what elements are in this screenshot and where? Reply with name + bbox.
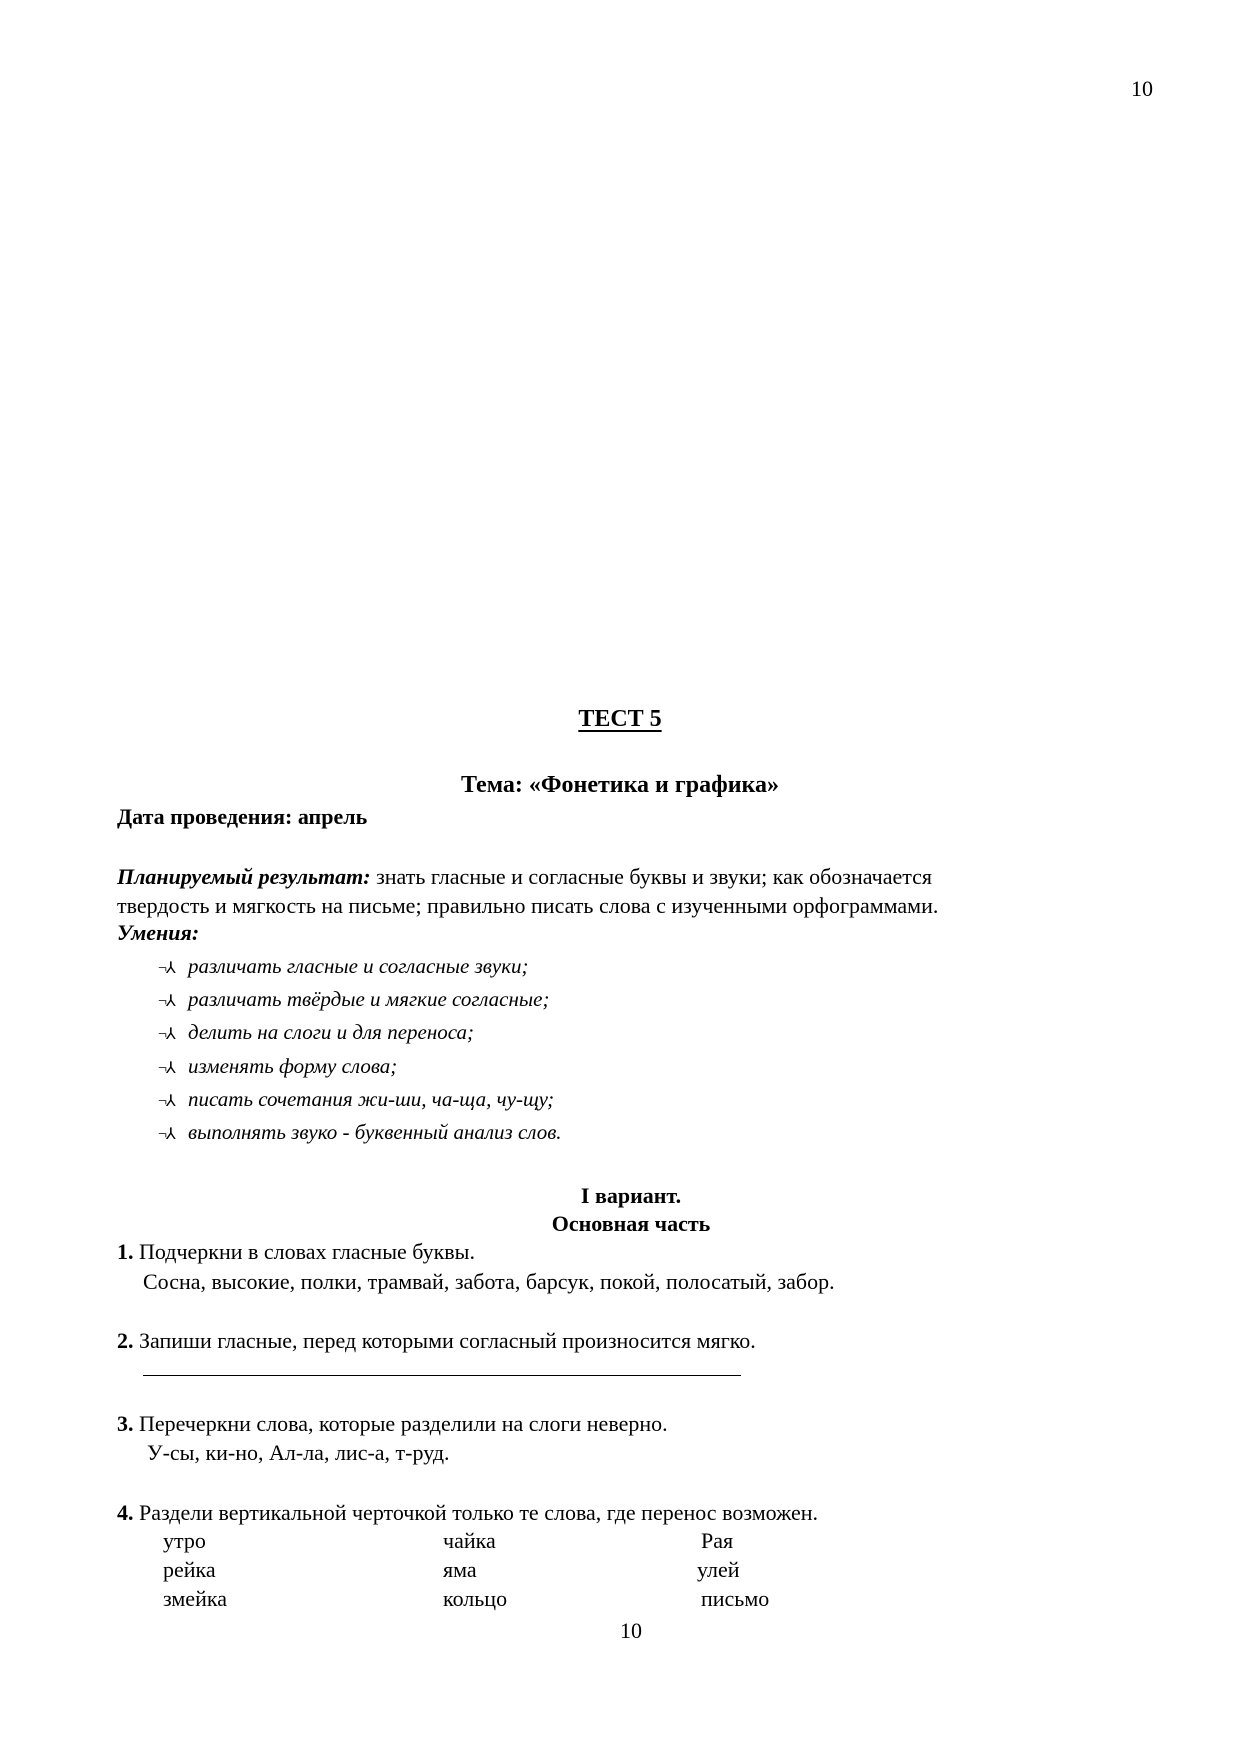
skill-item-text: писать сочетания жи-ши, ча-ща, чу-щу; [188, 1087, 555, 1111]
variant-title: I вариант. [580, 1183, 682, 1208]
word-cell: улей [697, 1557, 740, 1582]
answer-line[interactable] [143, 1375, 741, 1376]
skill-item-text: различать гласные и согласные звуки; [188, 954, 529, 978]
task-1-words: Сосна, высокие, полки, трамвай, забота, барсук, покой, полосатый, забор. [143, 1269, 835, 1294]
task-4-question [117, 1502, 818, 1524]
skill-item [158, 1022, 474, 1043]
skill-item [158, 1089, 554, 1110]
task-number: 2. [117, 1328, 134, 1353]
bullet-icon: ¬⅄ [158, 1093, 175, 1110]
task-1-question [117, 1241, 475, 1263]
task-3-question [117, 1413, 668, 1435]
skill-item-text: различать твёрдые и мягкие согласные; [188, 987, 550, 1011]
word-cell: Рая [701, 1528, 734, 1553]
task-text: Раздели вертикальной черточкой только те слова, где перенос возможен. [133, 1500, 819, 1525]
skill-item [158, 1122, 562, 1143]
page-number-bottom: 10 [620, 1618, 642, 1643]
word-cell: кольцо [443, 1586, 508, 1611]
word-cell: яма [443, 1557, 477, 1582]
task-text: Перечеркни слова, которые разделили на слоги неверно. [133, 1411, 668, 1436]
task-3-words: У-сы, ки-но, Ал-ла, лис-а, т-руд. [147, 1440, 450, 1465]
word-cell: рейка [163, 1557, 216, 1582]
task-number: 3. [117, 1411, 134, 1436]
variant-subtitle: Основная часть [551, 1211, 711, 1236]
skill-item [158, 989, 549, 1010]
task-2-question [117, 1330, 756, 1352]
skill-item-text: делить на слоги и для переноса; [188, 1020, 475, 1044]
bullet-icon: ¬⅄ [158, 960, 175, 977]
word-cell: чайка [443, 1528, 496, 1553]
test-title: ТЕСТ 5 [578, 706, 662, 732]
planned-result-label: Планируемый результат: [117, 864, 371, 889]
skill-item [158, 1056, 397, 1077]
planned-result-text-1: знать гласные и согласные буквы и звуки; как обозначается [370, 864, 933, 889]
skill-item-text: изменять форму слова; [188, 1054, 398, 1078]
planned-result-line-2: твердость и мягкость на письме; правильно писать слова с изученными орфограммами. [117, 893, 939, 918]
bullet-icon: ¬⅄ [158, 1026, 175, 1043]
skills-label: Умения: [117, 920, 200, 945]
skill-item-text: выполнять звуко - буквенный анализ слов. [188, 1120, 562, 1144]
word-cell: письмо [701, 1586, 770, 1611]
task-number: 1. [117, 1239, 134, 1264]
bullet-icon: ¬⅄ [158, 1060, 175, 1077]
word-cell: змейка [163, 1586, 227, 1611]
skill-item [158, 956, 529, 977]
bullet-icon: ¬⅄ [158, 1126, 175, 1143]
page-number-top: 10 [1131, 76, 1153, 101]
task-text: Подчеркни в словах гласные буквы. [133, 1239, 475, 1264]
bullet-icon: ¬⅄ [158, 993, 175, 1010]
test-date: Дата проведения: апрель [117, 804, 368, 829]
test-topic: Тема: «Фонетика и графика» [460, 772, 780, 798]
word-cell: утро [163, 1528, 206, 1553]
task-text: Запиши гласные, перед которыми согласный произносится мягко. [133, 1328, 756, 1353]
planned-result-line-1 [117, 866, 932, 888]
task-number: 4. [117, 1500, 134, 1525]
